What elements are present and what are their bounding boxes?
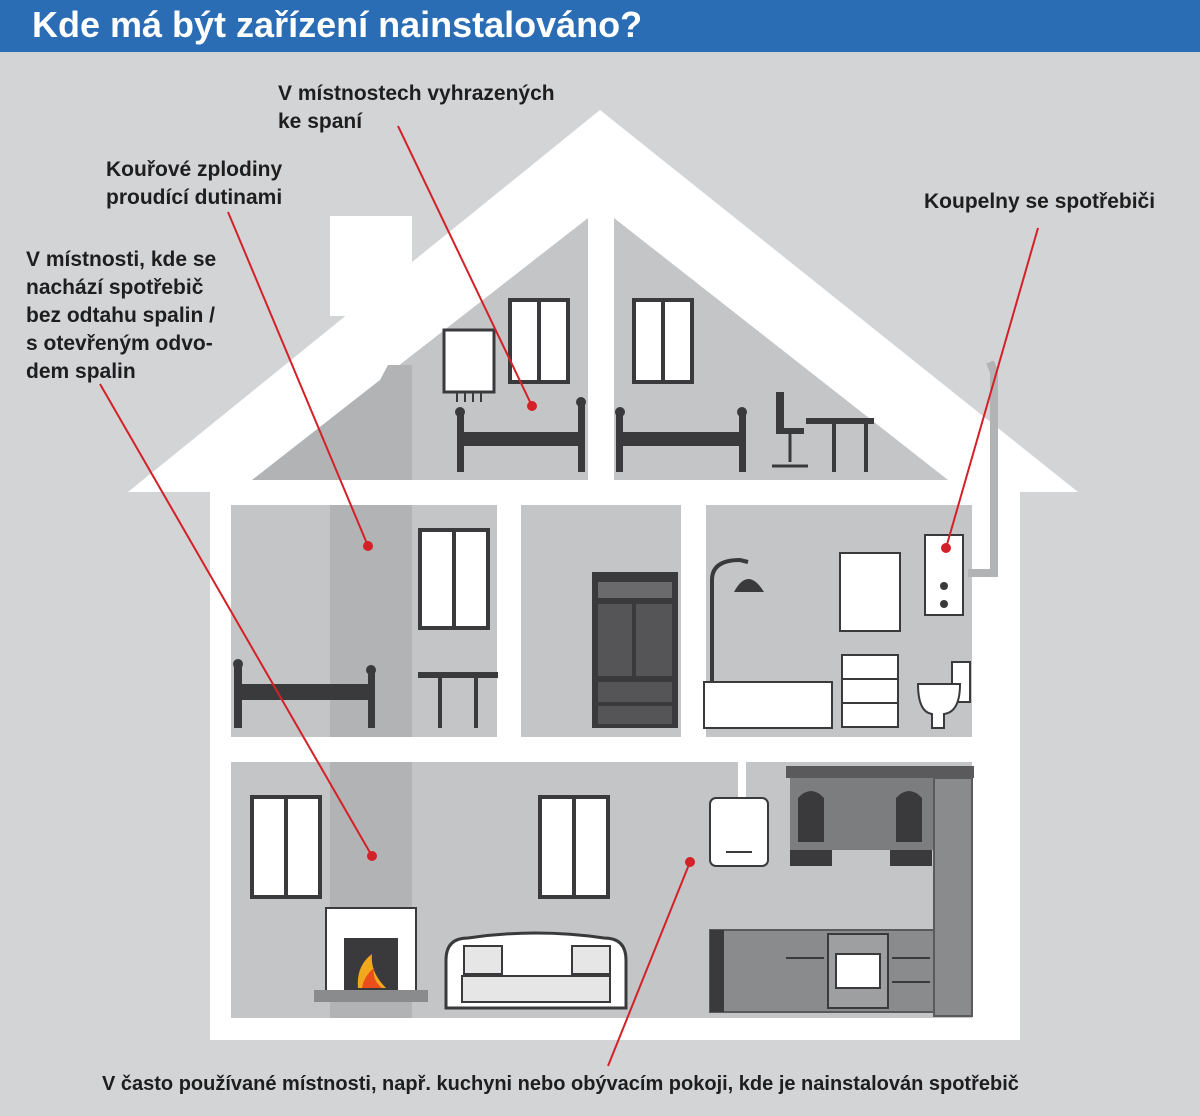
bathroom-cabinet (842, 655, 898, 727)
marker-dot-open-flue (367, 851, 377, 861)
marker-dot-sleeping (527, 401, 537, 411)
label-open-flue-room: V místnosti, kde se nachází spotřebič bez odtahu spalin / s otevřeným odvo- dem spalin (26, 248, 217, 383)
boiler-kitchen (710, 798, 768, 866)
label-living-areas: V často používané místnosti, např. kuchyni nebo obývacím pokoji, kde je nainstalován spotřebič (102, 1073, 1019, 1095)
fireplace (314, 908, 428, 1002)
label-flue-cavities: Kouřové zplodiny proudící dutinami (106, 158, 283, 209)
marker-dot-bathroom (941, 543, 951, 553)
label-sleeping-rooms: V místnostech vyhrazených ke spaní (278, 82, 555, 133)
page-title: Kde má být zařízení nainstalováno? (32, 4, 643, 45)
window-living-right (540, 797, 608, 897)
marker-dot-flue (363, 541, 373, 551)
bathroom-mirror (840, 553, 900, 631)
window-attic-right (634, 300, 692, 382)
window-bedroom (420, 530, 488, 628)
boiler-attic (444, 330, 494, 402)
wardrobe (592, 572, 678, 728)
window-attic-left (510, 300, 568, 382)
window-living-left (252, 797, 320, 897)
sofa (446, 933, 626, 1008)
marker-dot-living (685, 857, 695, 867)
label-bathrooms: Koupelny se spotřebiči (924, 190, 1156, 213)
